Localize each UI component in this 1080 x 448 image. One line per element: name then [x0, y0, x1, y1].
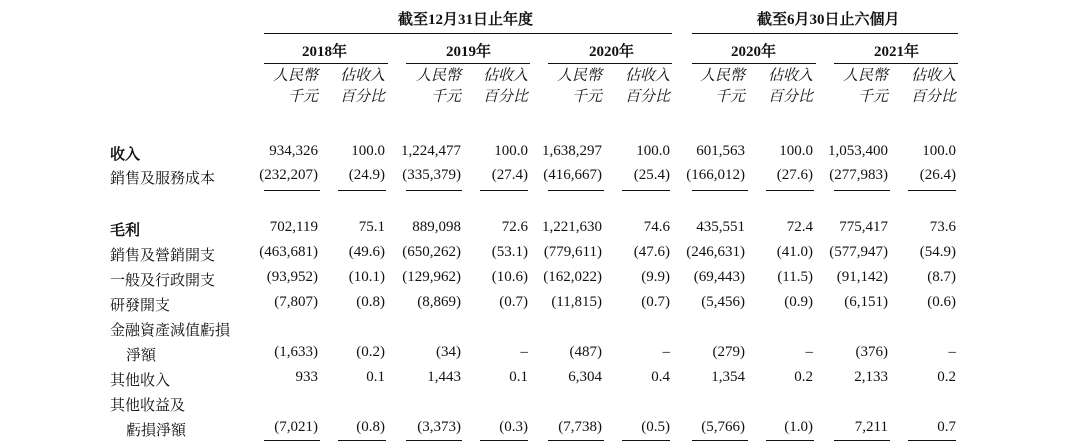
- cell-value: (26.4): [919, 167, 956, 183]
- cell-value: 0.1: [366, 369, 385, 385]
- row-label-continuation: 淨額: [126, 348, 157, 364]
- header-six-months-ended: 截至6月30日止六個月: [757, 12, 900, 28]
- cell-value: (166,012): [686, 167, 745, 183]
- unit-header-pct: 佔收入 百分比: [624, 68, 670, 105]
- cell-value: (0.7): [499, 294, 528, 310]
- cell-value: (8,869): [417, 294, 461, 310]
- year-header-2021-h1: 2021年: [874, 44, 920, 60]
- row-label: 研發開支: [110, 298, 171, 314]
- cell-value: (650,262): [402, 244, 461, 260]
- cell-value: (53.1): [491, 244, 528, 260]
- unit-header-rmb: 人民幣 千元: [699, 68, 745, 105]
- year-rule-2020-h1: [692, 63, 816, 64]
- row-label: 其他收入: [110, 373, 171, 389]
- cell-value: (7,021): [274, 419, 318, 435]
- cell-value: (54.9): [919, 244, 956, 260]
- cell-value: (0.6): [927, 294, 956, 310]
- cell-value: (0.8): [356, 294, 385, 310]
- cell-value: 1,354: [711, 369, 745, 385]
- cell-value: (11.5): [777, 269, 813, 285]
- year-header-2020-h1: 2020年: [731, 44, 777, 60]
- cell-value: (9.9): [641, 269, 670, 285]
- cell-value: 0.1: [509, 369, 528, 385]
- cell-value: 0.7: [937, 419, 956, 435]
- year-rule-2019: [406, 63, 530, 64]
- cell-value: (1,633): [274, 344, 318, 360]
- year-header-2019: 2019年: [446, 44, 492, 60]
- unit-header-pct: 佔收入 百分比: [482, 68, 528, 105]
- cell-value: (277,983): [829, 167, 888, 183]
- cell-value: (577,947): [829, 244, 888, 260]
- cell-value: 2,133: [854, 369, 888, 385]
- cell-value: (463,681): [259, 244, 318, 260]
- header-year-ended: 截至12月31日止年度: [398, 12, 534, 28]
- cell-value: (416,667): [543, 167, 602, 183]
- cell-value: (487): [569, 344, 602, 360]
- cell-value: (129,962): [402, 269, 461, 285]
- cell-value: (779,611): [543, 244, 602, 260]
- cell-value: (24.9): [348, 167, 385, 183]
- subtotal-rule: [834, 190, 890, 191]
- cell-value: (10.1): [348, 269, 385, 285]
- cell-value: (232,207): [259, 167, 318, 183]
- cell-value: (279): [712, 344, 745, 360]
- cell-value: (25.4): [633, 167, 670, 183]
- cell-value: 100.0: [922, 143, 956, 159]
- cell-value: (0.3): [499, 419, 528, 435]
- row-label-continuation: 虧損淨額: [126, 423, 187, 439]
- group-rule-year-ended: [264, 33, 672, 34]
- cell-value: 6,304: [568, 369, 602, 385]
- cell-value: (49.6): [348, 244, 385, 260]
- cell-value: (5,456): [701, 294, 745, 310]
- subtotal-rule: [338, 440, 386, 441]
- subtotal-rule: [480, 190, 528, 191]
- unit-header-rmb: 人民幣 千元: [415, 68, 461, 105]
- cell-value: 0.2: [794, 369, 813, 385]
- cell-value: 1,221,630: [542, 219, 602, 235]
- cell-value: (0.9): [784, 294, 813, 310]
- row-label: 收入: [110, 147, 141, 163]
- cell-value: (0.7): [641, 294, 670, 310]
- cell-value: 1,443: [427, 369, 461, 385]
- cell-value: 100.0: [351, 143, 385, 159]
- subtotal-rule: [766, 440, 814, 441]
- year-header-2020: 2020年: [589, 44, 635, 60]
- cell-value: (91,142): [836, 269, 888, 285]
- cell-value: 1,638,297: [542, 143, 602, 159]
- cell-value: (246,631): [686, 244, 745, 260]
- unit-header-pct: 佔收入 百分比: [910, 68, 956, 105]
- subtotal-rule: [406, 190, 462, 191]
- cell-value: (8.7): [927, 269, 956, 285]
- cell-value: 1,053,400: [828, 143, 888, 159]
- cell-value: (10.6): [491, 269, 528, 285]
- row-label: 其他收益及: [110, 398, 186, 414]
- cell-value: 1,224,477: [401, 143, 461, 159]
- year-header-2018: 2018年: [302, 44, 348, 60]
- cell-value: (41.0): [776, 244, 813, 260]
- group-rule-six-months: [692, 33, 958, 34]
- cell-value: (7,738): [558, 419, 602, 435]
- cell-value: 73.6: [929, 219, 956, 235]
- subtotal-rule: [692, 190, 748, 191]
- unit-header-rmb: 人民幣 千元: [272, 68, 318, 105]
- cell-value: (1.0): [784, 419, 813, 435]
- year-rule-2020: [548, 63, 672, 64]
- cell-value: 934,326: [269, 143, 318, 159]
- cell-value: 889,098: [412, 219, 461, 235]
- cell-value: 0.2: [937, 369, 956, 385]
- cell-value: 0.4: [651, 369, 670, 385]
- subtotal-rule: [622, 190, 670, 191]
- cell-value: (0.5): [641, 419, 670, 435]
- subtotal-rule: [406, 440, 462, 441]
- cell-value: (0.2): [356, 344, 385, 360]
- row-label: 毛利: [110, 223, 141, 239]
- cell-value: (69,443): [693, 269, 745, 285]
- cell-value: (0.8): [356, 419, 385, 435]
- cell-value: 100.0: [779, 143, 813, 159]
- cell-value: (34): [436, 344, 461, 360]
- cell-value: (6,151): [844, 294, 888, 310]
- cell-value: 775,417: [839, 219, 888, 235]
- cell-value: (27.6): [776, 167, 813, 183]
- unit-header-rmb: 人民幣 千元: [556, 68, 602, 105]
- cell-value: 72.4: [786, 219, 813, 235]
- year-rule-2018: [264, 63, 388, 64]
- subtotal-rule: [908, 440, 956, 441]
- unit-header-pct: 佔收入 百分比: [767, 68, 813, 105]
- cell-value: (335,379): [402, 167, 461, 183]
- cell-value: 74.6: [643, 219, 670, 235]
- row-label: 一般及行政開支: [110, 273, 216, 289]
- year-rule-2021-h1: [834, 63, 958, 64]
- cell-value: 601,563: [696, 143, 745, 159]
- row-label: 銷售及營銷開支: [110, 248, 216, 264]
- cell-value: (11,815): [551, 294, 602, 310]
- cell-value: (162,022): [543, 269, 602, 285]
- subtotal-rule: [264, 440, 320, 441]
- unit-header-rmb: 人民幣 千元: [842, 68, 888, 105]
- cell-value: (5,766): [701, 419, 745, 435]
- row-label: 金融資產減值虧損: [110, 323, 231, 339]
- cell-value: –: [948, 344, 956, 360]
- subtotal-rule: [338, 190, 386, 191]
- row-label: 銷售及服務成本: [110, 171, 216, 187]
- subtotal-rule: [548, 440, 604, 441]
- cell-value: –: [520, 344, 528, 360]
- cell-value: 72.6: [501, 219, 528, 235]
- cell-value: 7,211: [854, 419, 888, 435]
- subtotal-rule: [908, 190, 956, 191]
- cell-value: (27.4): [491, 167, 528, 183]
- cell-value: (376): [855, 344, 888, 360]
- cell-value: 75.1: [358, 219, 385, 235]
- subtotal-rule: [264, 190, 320, 191]
- subtotal-rule: [622, 440, 670, 441]
- cell-value: 100.0: [494, 143, 528, 159]
- cell-value: (93,952): [266, 269, 318, 285]
- subtotal-rule: [766, 190, 814, 191]
- cell-value: 933: [295, 369, 318, 385]
- subtotal-rule: [480, 440, 528, 441]
- cell-value: (7,807): [274, 294, 318, 310]
- subtotal-rule: [692, 440, 748, 441]
- subtotal-rule: [834, 440, 890, 441]
- cell-value: (3,373): [417, 419, 461, 435]
- cell-value: –: [662, 344, 670, 360]
- cell-value: 435,551: [696, 219, 745, 235]
- cell-value: –: [805, 344, 813, 360]
- cell-value: (47.6): [633, 244, 670, 260]
- cell-value: 100.0: [636, 143, 670, 159]
- cell-value: 702,119: [269, 219, 318, 235]
- unit-header-pct: 佔收入 百分比: [339, 68, 385, 105]
- subtotal-rule: [548, 190, 604, 191]
